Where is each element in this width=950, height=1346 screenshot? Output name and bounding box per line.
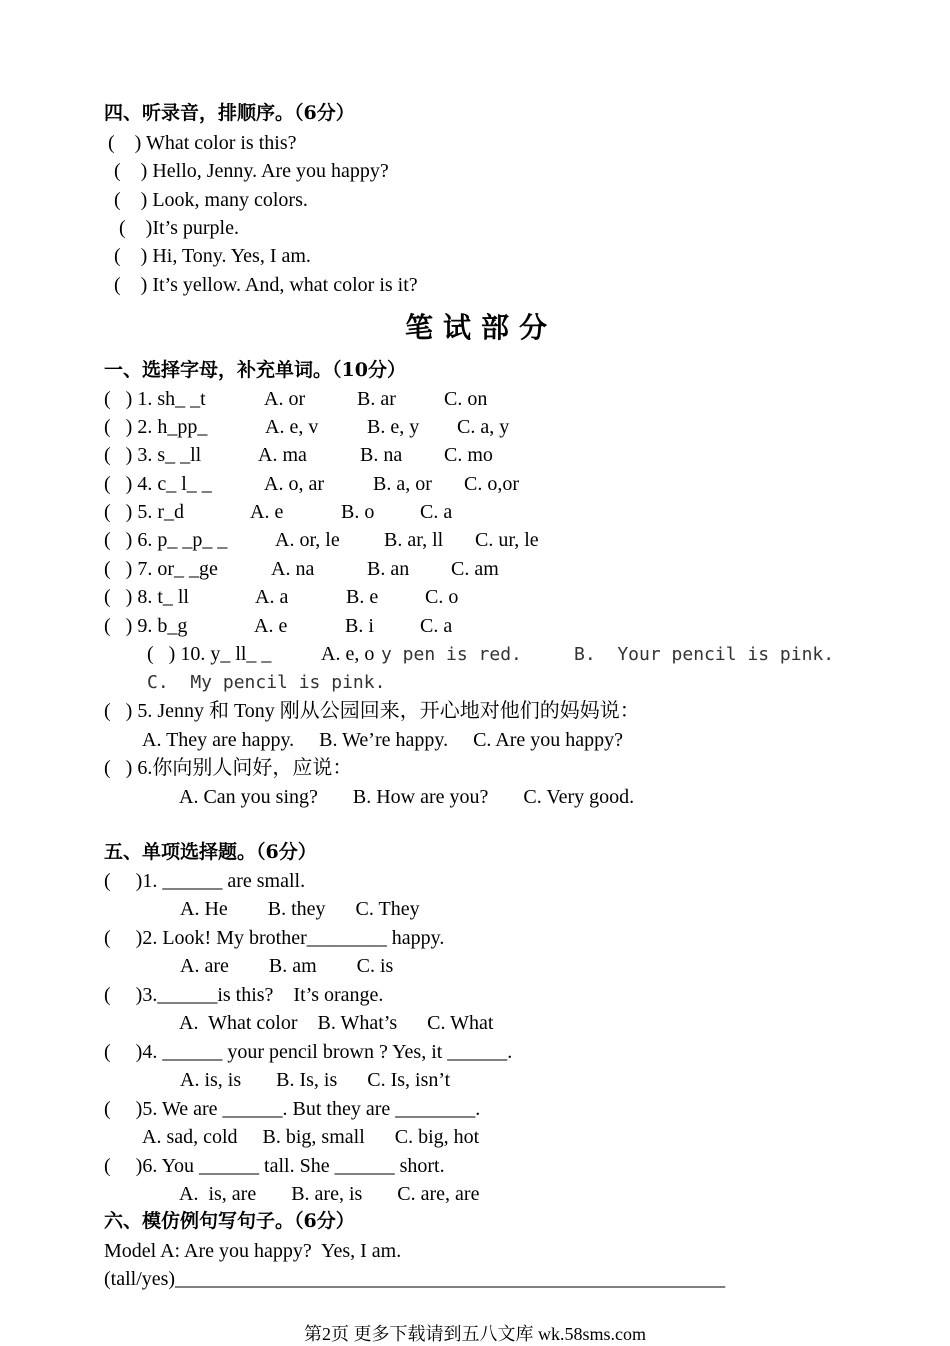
section1-q9-a: A. e <box>254 615 288 637</box>
section1-q5-b: B. o <box>341 501 375 523</box>
section1-q5-options: A. They are happy. B. We’re happy. C. Are you happy? <box>142 729 624 751</box>
section1-q8-c: C. o <box>425 586 459 608</box>
section1-q9-b: B. i <box>345 615 374 637</box>
section1-q9: ( ) 9. b_g <box>104 615 188 637</box>
section4-item-4: ( )It’s purple. <box>119 217 239 239</box>
section1-q4-b: B. a, or <box>373 473 432 495</box>
section1-q2-a: A. e, v <box>265 416 319 438</box>
section1-q9-c: C. a <box>420 615 453 637</box>
section1-q5-situational: ( ) 5. Jenny 和 Tony 刚从公园回来，开心地对他们的妈妈说： <box>104 700 640 722</box>
section4-item-6: ( ) It’s yellow. And, what color is it? <box>114 274 418 296</box>
section5-q6-options: A. is, are B. are, is C. are, are <box>179 1183 480 1205</box>
written-part-title: 笔试部分 <box>405 311 558 344</box>
section1-q7-b: B. an <box>367 558 410 580</box>
section5-q2-options: A. are B. am C. is <box>180 955 394 977</box>
section5-q1: ( )1. ______ are small. <box>104 870 306 892</box>
section5-q3-options: A. What color B. What’s C. What <box>179 1012 494 1034</box>
section5-q5-options: A. sad, cold B. big, small C. big, hot <box>142 1126 480 1148</box>
section1-heading: 一、选择字母，补充单词。（10分） <box>104 359 406 381</box>
section1-q4: ( ) 4. c_ l_ _ <box>104 473 212 495</box>
section1-q7: ( ) 7. or_ _ge <box>104 558 218 580</box>
section5-q5: ( )5. We are ______. But they are ________. <box>104 1098 481 1120</box>
section6-prompt: (tall/yes)_______________________________________________________ <box>104 1268 726 1290</box>
section1-q8-a: A. a <box>255 586 289 608</box>
section1-q1-b: B. ar <box>357 388 396 410</box>
section4-heading: 四、听录音，排顺序。（6分） <box>104 102 355 124</box>
section1-q8-b: B. e <box>346 586 379 608</box>
section5-q1-options: A. He B. they C. They <box>180 898 420 920</box>
section4-item-2: ( ) Hello, Jenny. Are you happy? <box>114 160 389 182</box>
section1-q1: ( ) 1. sh_ _t <box>104 388 206 410</box>
section5-q6: ( )6. You ______ tall. She ______ short. <box>104 1155 445 1177</box>
section5-q4-options: A. is, is B. Is, is C. Is, isn’t <box>180 1069 451 1091</box>
section4-item-3: ( ) Look, many colors. <box>114 189 308 211</box>
overlap-text-3: C. My pencil is pink. <box>147 672 386 693</box>
section1-q10: ( ) 10. y_ ll_ _ <box>147 643 272 665</box>
section1-q1-c: C. on <box>444 388 488 410</box>
section5-q3: ( )3.______is this? It’s orange. <box>104 984 384 1006</box>
section1-q6-b: B. ar, ll <box>384 529 444 551</box>
section6-heading: 六、模仿例句写句子。（6分） <box>104 1210 355 1232</box>
overlap-text-1: y pen is red. <box>381 644 522 665</box>
section1-q6-situational: ( ) 6.你向别人问好，应说： <box>104 757 353 779</box>
section4-item-1: ( ) What color is this? <box>108 132 297 154</box>
section6-model: Model A: Are you happy? Yes, I am. <box>104 1240 402 1262</box>
section1-q3: ( ) 3. s_ _ll <box>104 444 202 466</box>
section1-q4-c: C. o,or <box>464 473 519 495</box>
section1-q5-c: C. a <box>420 501 453 523</box>
section1-q3-b: B. na <box>360 444 403 466</box>
section4-item-5: ( ) Hi, Tony. Yes, I am. <box>114 245 311 267</box>
section1-q2-c: C. a, y <box>457 416 510 438</box>
section1-q6-options: A. Can you sing? B. How are you? C. Very good. <box>179 786 635 808</box>
section1-q4-a: A. o, ar <box>264 473 324 495</box>
section1-q7-a: A. na <box>271 558 315 580</box>
page-footer: 第2页 更多下载请到五八文库 wk.58sms.com <box>304 1324 646 1344</box>
section1-q6: ( ) 6. p_ _p_ _ <box>104 529 228 551</box>
section1-q5-a: A. e <box>250 501 284 523</box>
section1-q1-a: A. or <box>264 388 306 410</box>
section1-q8: ( ) 8. t_ ll <box>104 586 189 608</box>
overlap-text-2: B. Your pencil is pink. <box>574 644 835 665</box>
section1-q5: ( ) 5. r_d <box>104 501 184 523</box>
section1-q2: ( ) 2. h_pp_ <box>104 416 208 438</box>
section5-heading: 五、单项选择题。（6分） <box>104 841 317 863</box>
section1-q6-a: A. or, le <box>275 529 340 551</box>
section5-q2: ( )2. Look! My brother________ happy. <box>104 927 445 949</box>
section1-q6-c: C. ur, le <box>475 529 539 551</box>
section1-q3-c: C. mo <box>444 444 493 466</box>
section1-q7-c: C. am <box>451 558 499 580</box>
section1-q10-a: A. e, o <box>321 643 375 665</box>
section1-q3-a: A. ma <box>258 444 307 466</box>
section5-q4: ( )4. ______ your pencil brown ? Yes, it ______. <box>104 1041 513 1063</box>
section1-q2-b: B. e, y <box>367 416 420 438</box>
